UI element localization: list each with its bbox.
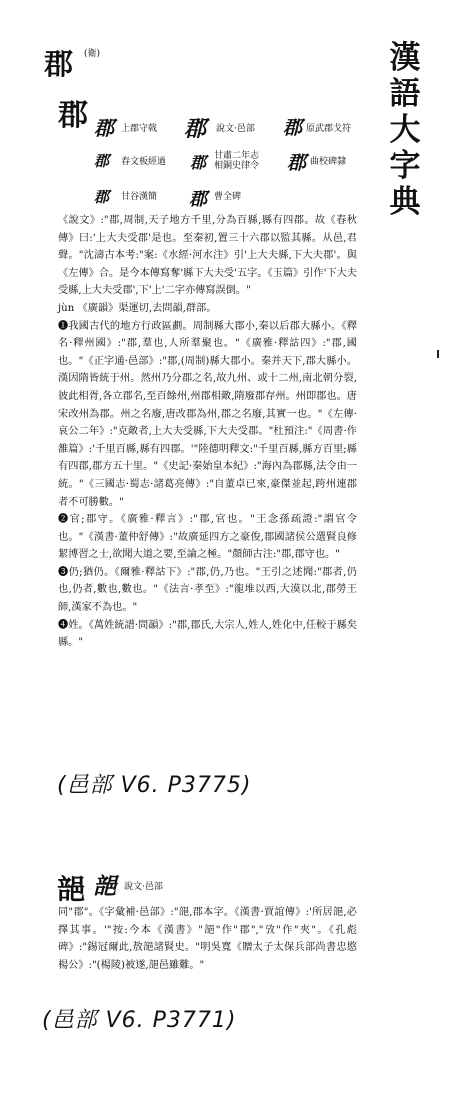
definition-paragraph: 《說文》:"郡,周制,天子地方千里,分為百縣,縣有四郡。故《春秋傳》曰:'上大夫受郡'是也。至秦初,置三十六郡以監其縣。从邑,君聲。"沈濤古本考:"案:《水經·河水注》引'上大夫縣,下大夫郡'。與《左傳》合。是今本傳寫奪'縣下大夫受'五字。《玉篇》引作'下大夫受縣,上大夫受郡',下'上'二字亦傳寫誤倒。" xyxy=(58,215,357,297)
definition-sense: ❷官;郡守。《廣雅·釋言》:"郡,官也。"王念孫疏證:"謂官令也。"《漢書·董仲舒傳》:"故廣延四方之豪俊,郡國諸侯公選賢良修絜博習之士,欲聞大道之要,至論之極。"顏師古注:"郡,郡守也。" xyxy=(58,514,357,561)
script-form-glyph: 郡 xyxy=(94,116,112,140)
book-title-char: 典 xyxy=(389,184,421,220)
definition-paragraph: 同"郡"。《字彙補·邑部》:"郶,郡本字。《漢書·賈誼傳》:'所居郶,必擇其事。'"按:今本《漢書》"郶"作"郡","攷"作"夾"。《孔彪碑》:"錫冠爾此,敖郶諸賢史。"明吳寬《贈太子太保兵部尚書忠愍楊公》:"(楊陵)被遂,郶邑雖難。" xyxy=(58,907,357,971)
entry-variant-headword: 郡 xyxy=(58,98,88,133)
book-title-char: 漢 xyxy=(389,40,421,76)
margin-tick xyxy=(437,350,439,358)
entry-definition-body xyxy=(58,212,357,652)
entry-definition-body xyxy=(58,904,357,974)
script-form-glyph: 郡 xyxy=(94,188,108,206)
book-title xyxy=(387,40,423,220)
script-form-glyph: 郡 xyxy=(94,152,108,170)
handwritten-page-reference: (邑部 V6. P3771) xyxy=(42,1008,237,1033)
script-form-glyph: 郡 xyxy=(287,152,305,174)
script-form-source: 說文·邑部 xyxy=(216,124,255,134)
book-title-char: 語 xyxy=(389,76,421,112)
script-form-source: 春文板經過 xyxy=(121,157,167,167)
script-form-source: 原武郡戈符 xyxy=(306,124,352,134)
script-form-source: 曲校碑隸 xyxy=(310,157,347,167)
script-form-source: 甘肅二年志 相銅史律令 xyxy=(214,151,260,171)
script-form-glyph: 郶 xyxy=(93,873,114,900)
script-form-source: 上郡守戟 xyxy=(121,124,158,134)
script-form-glyph: 郡 xyxy=(189,189,205,210)
script-form-source: 甘谷漢簡 xyxy=(121,192,158,202)
book-title-char: 字 xyxy=(389,148,421,184)
definition-sense: ❹姓。《萬姓統譜·問韻》:"郡,郡氏,大宗人,姓人,姓化中,任較于縣矣縣。" xyxy=(58,619,357,649)
entry-headword: 郡 xyxy=(44,47,74,81)
script-form-source: 曹全碑 xyxy=(214,192,242,202)
book-title-char: 大 xyxy=(389,112,421,148)
pronunciation-line: jùn 《廣韻》渠運切,去問韻,群部。 xyxy=(58,302,217,314)
script-form-glyph: 郡 xyxy=(190,153,205,172)
definition-sense: ❸仍;猶仍。《爾雅·釋詁下》:"郡,仍,乃也。"王引之述聞:"郡者,仍也,仍者,數也,數也。"《法言·孝至》:"龍堆以西,大漠以北,郡勞王師,漢家不為也。" xyxy=(58,566,357,614)
script-form-glyph: 郡 xyxy=(184,116,205,142)
definition-sense: ❶我國古代的地方行政區劃。周制縣大郡小,秦以后郡大縣小。《釋名·釋州國》:"郡,羣也,人所羣聚也。"《廣雅·釋詁四》:"郡,國也。"《正字通·邑部》:"郡,(周制)縣大郡小。秦并天下,郡大縣小。漢因隋皆統于州。然州乃分郡之名,故九州、或十二州,南北朝分裂,彼此相胥,各立郡名,至百餘州,州郡相敵,隋廢郡存州。州即郡也。唐宋改州為郡。州之名廢,唐改郡為州,郡之名廢,其實一也。"《左傳·哀公二年》:"克敵者,上大夫受縣,下大夫受郡。"杜預注:"《周書·作雒篇》:'千里百縣,縣有四郡。'"陸德明釋文:"千里百縣,縣方百里;縣有四郡,郡方五十里。"《史記·秦始皇本紀》:"海內為郡縣,法令由一統。"《三國志·蜀志·諸葛亮傳》:"自董卓已來,豪傑並起,跨州連郡者不可勝數。" xyxy=(58,320,357,508)
script-form-glyph: 郡 xyxy=(283,117,301,139)
script-form-source: 說文·邑部 xyxy=(124,882,163,892)
handwritten-page-reference: (邑部 V6. P3775) xyxy=(57,773,252,798)
entry-headword: 郶 xyxy=(57,873,86,906)
entry-pronunciation-mark: (衛) xyxy=(84,49,101,59)
